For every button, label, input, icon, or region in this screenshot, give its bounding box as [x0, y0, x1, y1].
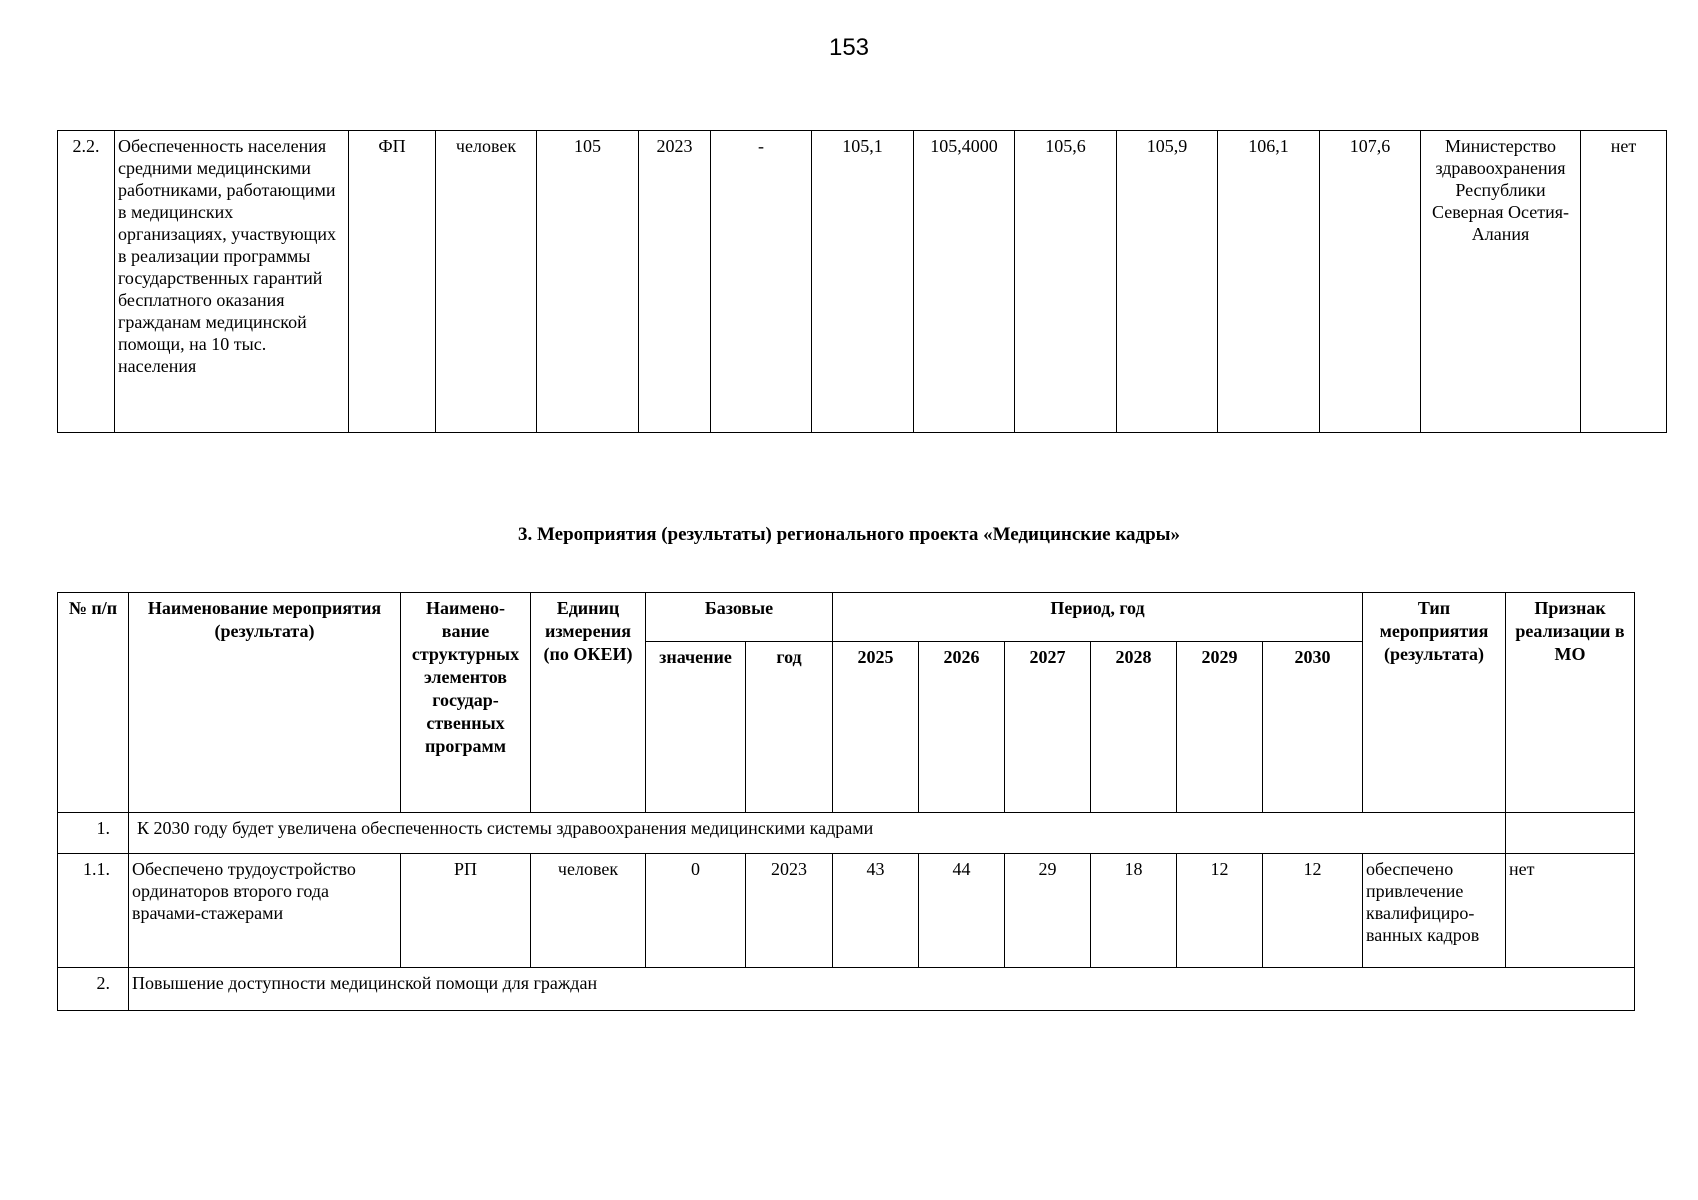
header-num: № п/п: [58, 593, 129, 813]
header-year: 2026: [919, 642, 1005, 813]
indicator-mo: нет: [1581, 131, 1667, 433]
header-year: 2025: [833, 642, 919, 813]
table-row: [58, 813, 1635, 854]
indicator-dash: -: [711, 131, 812, 433]
header-mo: Признак реализации в МО: [1506, 593, 1635, 813]
activity-mo: нет: [1506, 854, 1635, 968]
indicator-base-value: 105: [537, 131, 639, 433]
indicator-value: 105,6: [1015, 131, 1117, 433]
row-number: 2.: [58, 968, 129, 1011]
header-base-year: год: [746, 642, 833, 813]
header-row: [58, 593, 1635, 642]
header-type: Тип мероприятия (результата): [1363, 593, 1506, 813]
table-row: [58, 968, 1635, 1011]
header-unit: Единиц измерения (по ОКЕИ): [531, 593, 646, 813]
indicator-row: [58, 131, 1667, 433]
activity-type: обеспечено привлечение квалифициро-ванных кадров: [1363, 854, 1506, 968]
activity-struct: РП: [401, 854, 531, 968]
header-base: Базовые: [646, 593, 833, 642]
page-number: 153: [828, 34, 870, 61]
indicator-base-year: 2023: [639, 131, 711, 433]
indicator-value: 106,1: [1218, 131, 1320, 433]
task-text: К 2030 году будет увеличена обеспеченность системы здравоохранения медицинскими кадрами: [129, 813, 1506, 854]
activity-base-year: 2023: [746, 854, 833, 968]
header-base-value: значение: [646, 642, 746, 813]
row-number: 1.1.: [58, 854, 129, 968]
indicator-responsible: Министерство здравоохранения Республики Северная Осетия-Алания: [1421, 131, 1581, 433]
indicator-level: ФП: [349, 131, 436, 433]
indicator-value: 105,1: [812, 131, 914, 433]
indicator-value: 107,6: [1320, 131, 1421, 433]
row-number: 1.: [58, 813, 129, 854]
activity-value: 44: [919, 854, 1005, 968]
indicator-value: 105,9: [1117, 131, 1218, 433]
activity-name: Обеспечено трудоустройство ординаторов второго года врачами-стажерами: [129, 854, 401, 968]
section-title: 3. Мероприятия (результаты) регионального проекта «Медицинские кадры»: [517, 524, 1181, 545]
activity-value: 18: [1091, 854, 1177, 968]
header-struct: Наимено-вание структурных элементов государ-ственных программ: [401, 593, 531, 813]
activity-base-value: 0: [646, 854, 746, 968]
activity-unit: человек: [531, 854, 646, 968]
indicator-unit: человек: [436, 131, 537, 433]
indicator-number: 2.2.: [58, 131, 115, 433]
header-year: 2030: [1263, 642, 1363, 813]
activities-table: [57, 592, 1635, 1011]
empty-cell: [1506, 813, 1635, 854]
activity-value: 43: [833, 854, 919, 968]
header-period: Период, год: [833, 593, 1363, 642]
indicator-name: Обеспеченность населения средними медицинскими работниками, работающими в медицинских организациях, участвующих в реализации программы государственных гарантий бесплатного оказания гражданам медицинской помощи, на 10 тыс. населения: [115, 131, 349, 433]
header-year: 2027: [1005, 642, 1091, 813]
activity-value: 12: [1177, 854, 1263, 968]
indicator-value: 105,4000: [914, 131, 1015, 433]
activity-value: 12: [1263, 854, 1363, 968]
header-name: Наименование мероприятия (результата): [129, 593, 401, 813]
activity-value: 29: [1005, 854, 1091, 968]
header-year: 2029: [1177, 642, 1263, 813]
indicator-table: [57, 130, 1667, 433]
table-row: [58, 854, 1635, 968]
header-year: 2028: [1091, 642, 1177, 813]
task-text: Повышение доступности медицинской помощи для граждан: [129, 968, 1635, 1011]
